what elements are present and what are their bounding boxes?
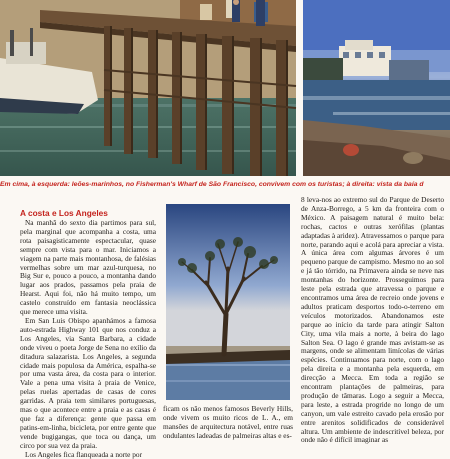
paragraph: 8 leva-nos ao extremo sul do Parque de Deserto de Anza-Borrego, a 5 km da fronteira com o México. A paisagem natural é muito bela: rochas, cactos e outras xerófilas (plantas adaptadas à aridez). Atravessamos o parque para norte, parando aqui e acolá para apreciar a vista. A única área com algumas árvores é um pequeno parque de campismo. Mesmo no ao sol e já tão tórrido, na Primavera ainda se neve nas montanhas do horizonte. Prosseguimos para leste pela estrada que atravessa o parque e encontramos uma área de recreio onde jovens e adultos praticam desportos todo-o-terreno em veículos motorizados. Abandonamos este parque ao início da tarde para atingir Salton City, uma vila mais a norte, à beira do lago Salton Sea. O lago é grande mas avistam-se as margens, onde se alimentam limícolas de várias espécies. Continuamos para norte, com o lago pela direita e a montanha pela esquerda, em direcção a Mecca. Em toda a região se encontram plantações de palmeiras, para produção de tâmaras. Logo a seguir a Mecca, para leste, a estrada progride no longo de um canyon, um vale estreito cavado pela erosão por entre arenitos solidificados de considerável altura. Um ambiente de indescritível beleza, por onde não é difícil imaginar as [301,195,444,445]
article-column-left [20,208,156,459]
photo-fishermans-wharf [0,0,296,176]
section-heading: A costa e Los Angeles [20,208,108,218]
article-column-right [301,195,444,445]
tree-illustration [166,204,290,400]
paragraph: ficam os não menos famosos Beverly Hills, onde vivem os muito ricos de L. A., em mansões de arquitectura notável, entre ruas ondulantes ladeadas de palmeiras altas e es- [163,404,293,440]
photo-caption: Em cima, à esquerda: leões-marinhos, no Fisherman's Wharf de São Francisco, convivem com os turistas; à direita: vista da baía d [0,181,424,188]
paragraph: Na manhã do sexto dia partimos para sul, pela marginal que acompanha a costa, uma rota paisagisticamente espectacular, quase sempre com vista para o mar. Iniciamos a viagem na parte mais montanhosa, de falésias vermelhas sobre um mar azul-turquesa, no Big Sur e, pouco a pouco, a montanha dando lugar aos prados, passamos pela praia de Hearst. Aqui foi, não há muito tempo, um castelo construído em fantasia neoclássica que merece uma visita. [20,218,156,317]
bay-illustration [303,0,450,176]
wharf-illustration [0,0,296,176]
photo-bay-view [303,0,450,176]
paragraph: Em San Luis Obispo apanhámos a famosa auto-estrada Highway 101 que nos conduz a Los Angeles, via Santa Barbara, a cidade onde viveu o poeta Jorge de Sena no exílio da ditadura salazarista. Los Angeles, a segunda cidade mais populosa da América, espalha-se por uma vasta área, da costa para o interior. Vale a pena uma visita à praia de Venice, pelas ruelas apertadas de casas de cores garridas. A praia tem similares portuguesas, mas o que acontece entre a praia e as casas é que faz a diferença: gente que passa em patins-em-linha, bicicleta, por entre gente que vende bugigangas, que toca ou dança, um circo por sua vez da praia. [20,315,156,450]
paragraph: Los Angeles fica flanqueada a norte por [25,449,143,459]
article-column-middle [163,405,293,438]
photo-tree-lake [166,204,290,400]
